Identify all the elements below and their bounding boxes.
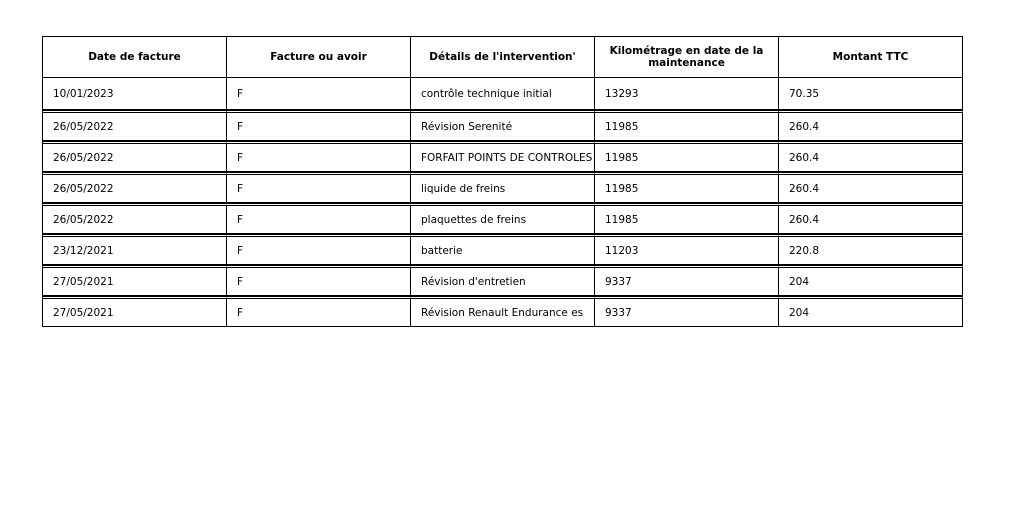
table-body — [43, 78, 963, 327]
cell-details: Révision Serenité — [411, 110, 595, 141]
cell-date: 26/05/2022 — [43, 172, 227, 203]
cell-mileage: 11985 — [595, 203, 779, 234]
cell-details: Révision d'entretien — [411, 265, 595, 296]
table-row — [43, 172, 963, 203]
header-intervention-details: Détails de l'intervention' — [411, 37, 595, 78]
cell-type: F — [227, 234, 411, 265]
cell-amount: 260.4 — [779, 141, 963, 172]
cell-details: plaquettes de freins — [411, 203, 595, 234]
cell-type: F — [227, 172, 411, 203]
cell-details: Révision Renault Endurance es — [411, 296, 595, 327]
cell-details: liquide de freins — [411, 172, 595, 203]
cell-date: 10/01/2023 — [43, 78, 227, 110]
header-invoice-or-credit: Facture ou avoir — [227, 37, 411, 78]
cell-type: F — [227, 203, 411, 234]
cell-date: 26/05/2022 — [43, 110, 227, 141]
cell-amount: 70.35 — [779, 78, 963, 110]
cell-details: batterie — [411, 234, 595, 265]
cell-mileage: 9337 — [595, 296, 779, 327]
header-amount-ttc: Montant TTC — [779, 37, 963, 78]
table-row — [43, 141, 963, 172]
header-row — [43, 37, 963, 78]
maintenance-history-table-container — [42, 36, 962, 327]
cell-amount: 260.4 — [779, 203, 963, 234]
header-mileage: Kilométrage en date de la maintenance — [595, 37, 779, 78]
cell-details: contrôle technique initial — [411, 78, 595, 110]
table-header — [43, 37, 963, 78]
header-invoice-date: Date de facture — [43, 37, 227, 78]
maintenance-history-table — [42, 36, 963, 327]
cell-date: 26/05/2022 — [43, 141, 227, 172]
cell-type: F — [227, 265, 411, 296]
cell-mileage: 11203 — [595, 234, 779, 265]
cell-date: 27/05/2021 — [43, 265, 227, 296]
cell-type: F — [227, 296, 411, 327]
table-row — [43, 110, 963, 141]
table-row — [43, 203, 963, 234]
cell-type: F — [227, 110, 411, 141]
cell-mileage: 13293 — [595, 78, 779, 110]
table-row — [43, 265, 963, 296]
cell-date: 27/05/2021 — [43, 296, 227, 327]
cell-amount: 260.4 — [779, 110, 963, 141]
cell-amount: 204 — [779, 265, 963, 296]
cell-date: 23/12/2021 — [43, 234, 227, 265]
table-row — [43, 78, 963, 110]
cell-mileage: 11985 — [595, 141, 779, 172]
cell-mileage: 9337 — [595, 265, 779, 296]
cell-details: FORFAIT POINTS DE CONTROLES — [411, 141, 595, 172]
cell-amount: 204 — [779, 296, 963, 327]
table-row — [43, 234, 963, 265]
cell-type: F — [227, 141, 411, 172]
cell-amount: 220.8 — [779, 234, 963, 265]
cell-type: F — [227, 78, 411, 110]
cell-mileage: 11985 — [595, 110, 779, 141]
table-row — [43, 296, 963, 327]
cell-date: 26/05/2022 — [43, 203, 227, 234]
cell-amount: 260.4 — [779, 172, 963, 203]
cell-mileage: 11985 — [595, 172, 779, 203]
